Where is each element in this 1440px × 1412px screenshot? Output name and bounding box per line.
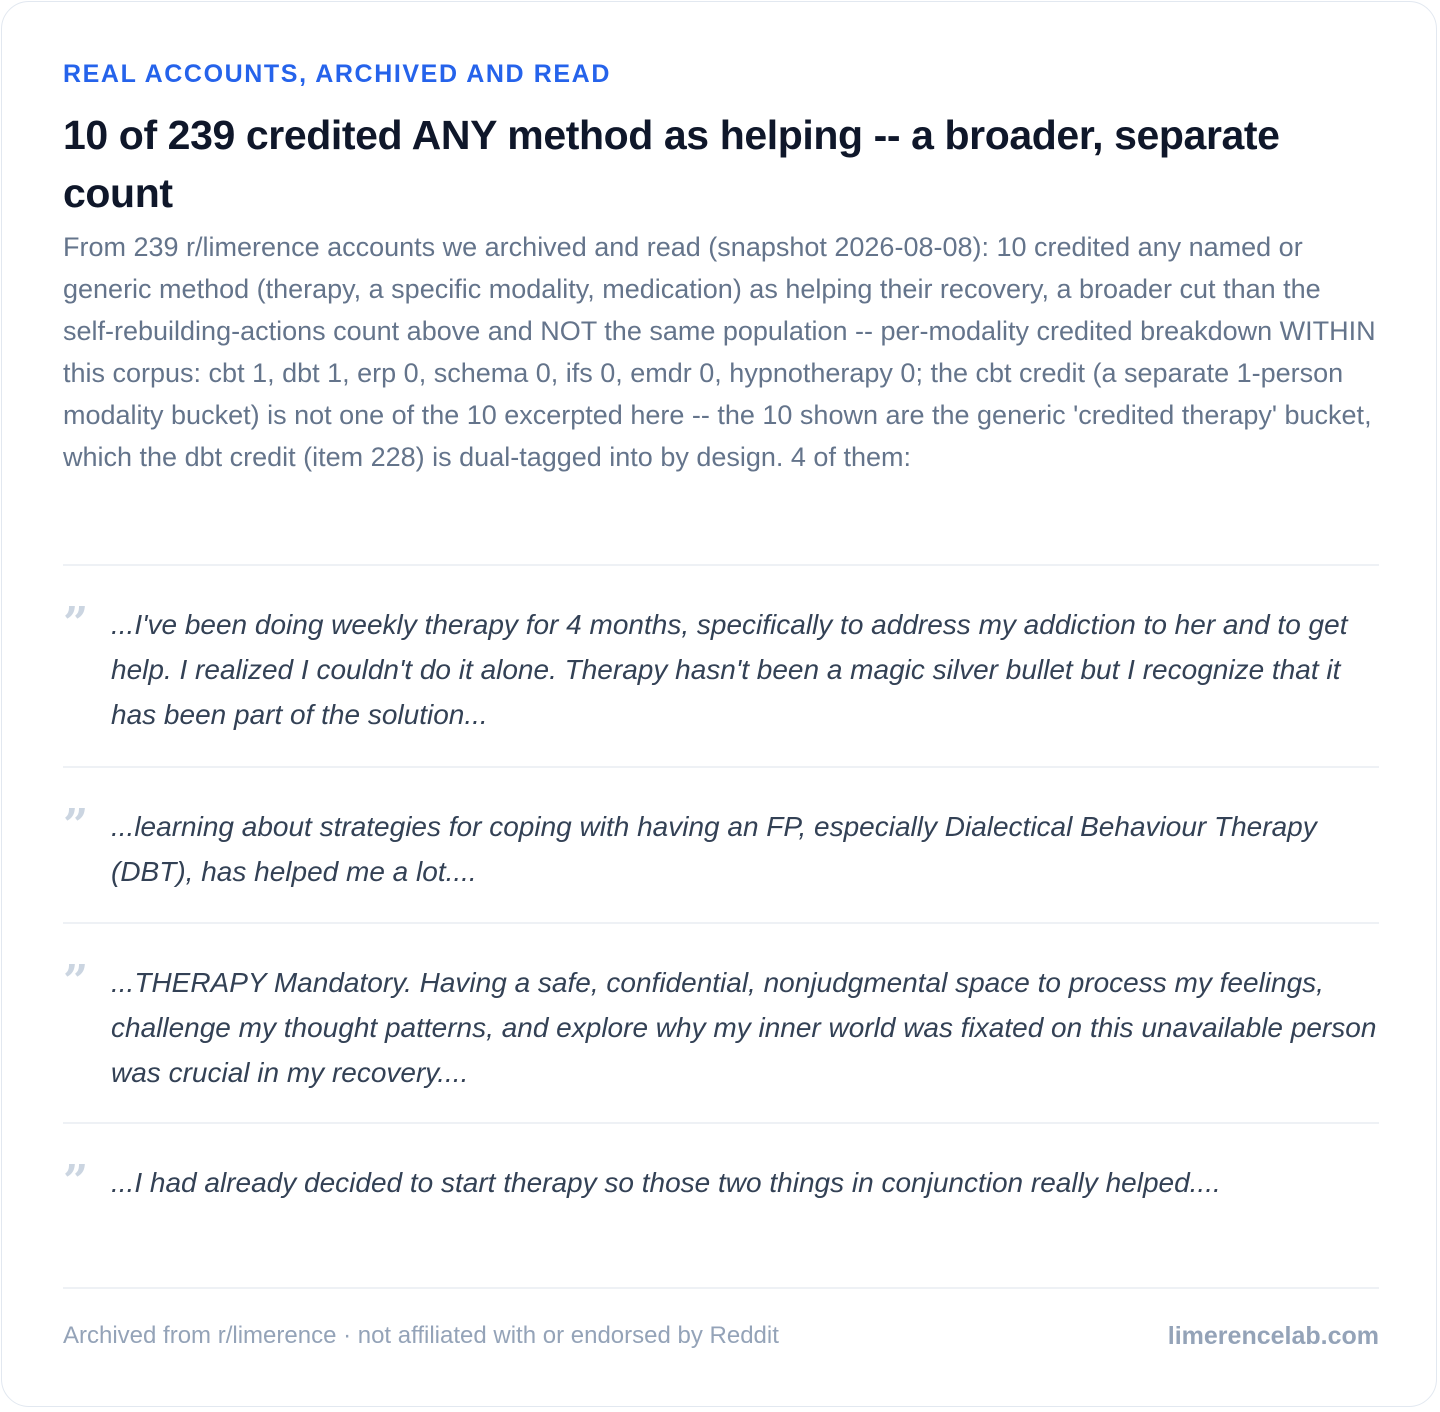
footer-brand: limerencelab.com — [1167, 1322, 1379, 1350]
divider — [63, 766, 1379, 768]
eyebrow-label: REAL ACCOUNTS, ARCHIVED AND READ — [63, 60, 611, 88]
divider — [63, 564, 1379, 566]
divider — [63, 922, 1379, 924]
quote-icon: ” — [63, 800, 89, 851]
divider — [63, 1122, 1379, 1124]
quote-icon: ” — [63, 956, 89, 1007]
quote-text: ...I've been doing weekly therapy for 4 months, specifically to address my addiction to her and to get help. I realized I couldn't do it alone. Therapy hasn't been a magic silver bullet but I recognize that it has been part of the solution... — [111, 609, 1348, 730]
quote-icon: ” — [63, 1156, 89, 1207]
card — [1, 1, 1437, 1407]
page-title: 10 of 239 credited ANY method as helping -- a broader, separate count — [63, 112, 1280, 216]
quote-icon: ” — [63, 598, 89, 649]
quote-text: ...THERAPY Mandatory. Having a safe, confidential, nonjudgmental space to process my feelings, challenge my thought patterns, and explore why my inner world was fixated on this unavailable person was crucial in my recovery.... — [111, 967, 1377, 1088]
footer-divider — [63, 1287, 1379, 1289]
quote-text: ...learning about strategies for coping with having an FP, especially Dialectical Behaviour Therapy (DBT), has helped me a lot.... — [111, 811, 1317, 887]
summary-text: From 239 r/limerence accounts we archived and read (snapshot 2026-08-08): 10 credited any named or generic method (therapy, a specific modality, medication) as helping their recovery, a broader cut than the self-rebuilding-actions count above and NOT the same population -- per-modality credited breakdown WITHIN this corpus: cbt 1, dbt 1, erp 0, schema 0, ifs 0, emdr 0, hypnotherapy 0; the cbt credit (a separate 1-person modality bucket) is not one of the 10 excerpted here -- the 10 shown are the generic 'credited therapy' bucket, which the dbt credit (item 228) is dual-tagged into by design. 4 of them: — [63, 232, 1376, 472]
quote-text: ...I had already decided to start therapy so those two things in conjunction really helped.... — [111, 1167, 1221, 1198]
footer-disclaimer: Archived from r/limerence · not affiliated with or endorsed by Reddit — [63, 1322, 779, 1349]
